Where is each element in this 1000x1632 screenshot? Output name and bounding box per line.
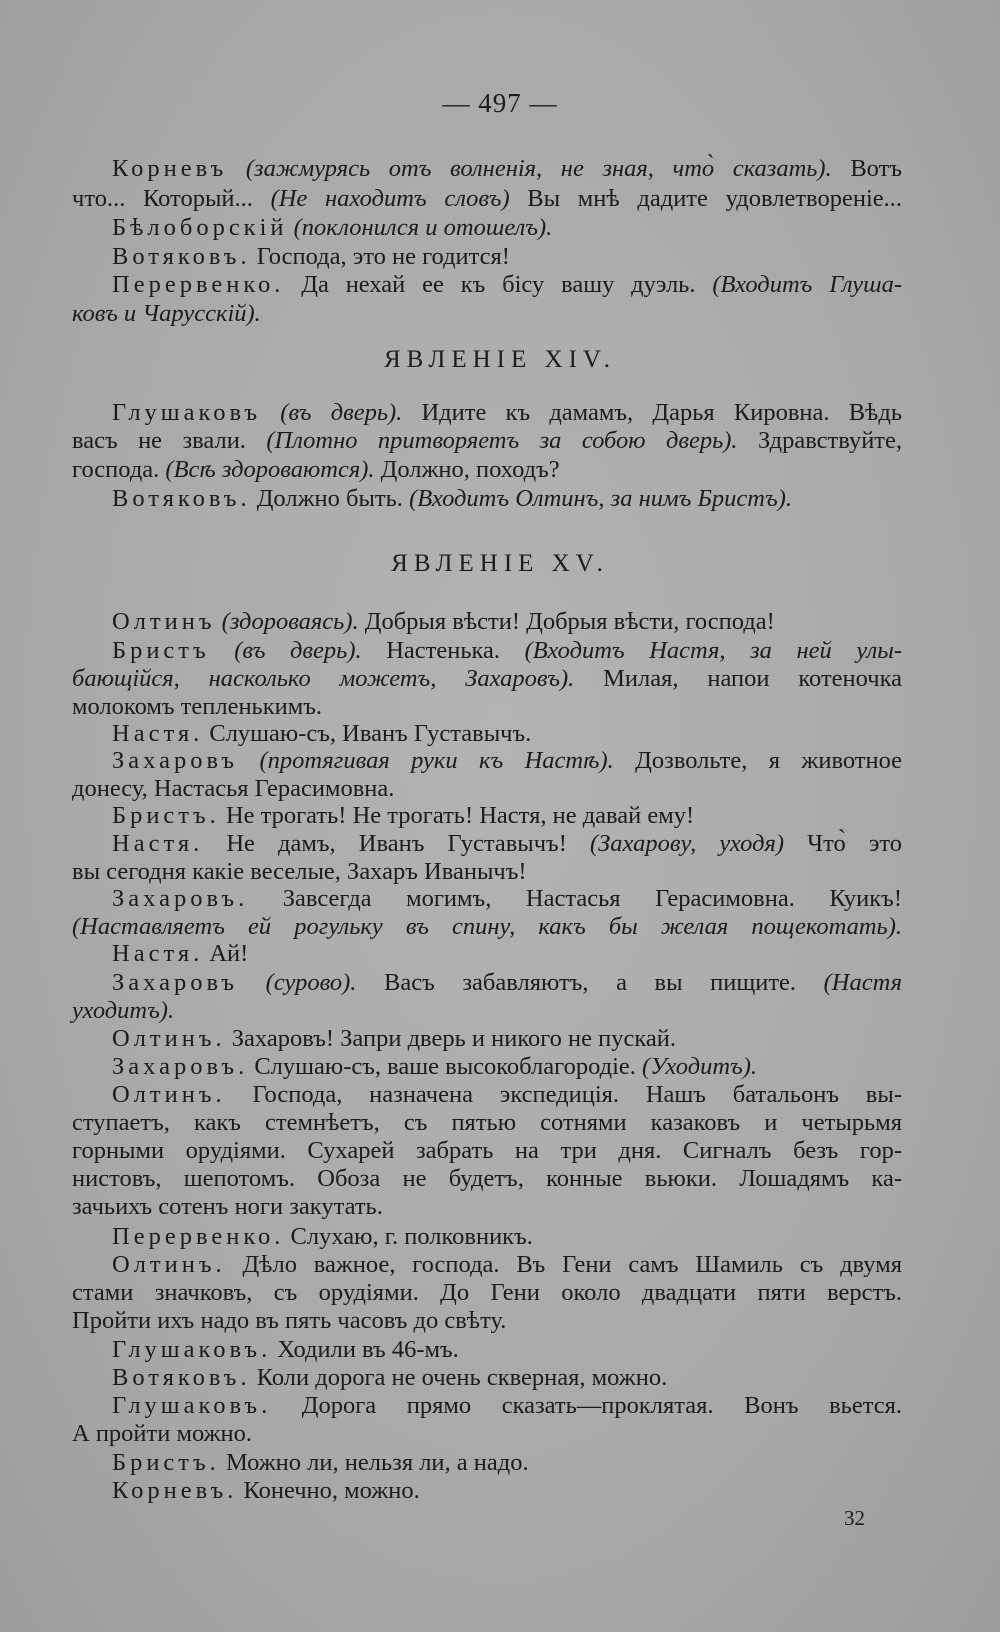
speaker-name: Глушаковъ. <box>112 1336 272 1363</box>
dialogue-text: Ходили въ 46-мъ. <box>271 1336 459 1363</box>
dialogue-text: господа. <box>72 456 166 483</box>
stage-direction: уходитъ). <box>72 997 175 1024</box>
dialogue-text: Слухаю, г. полковникъ. <box>284 1223 533 1250</box>
stage-direction: (Входитъ Настя, за ней улы- <box>524 637 903 664</box>
text-line <box>72 664 902 694</box>
dialogue-text: Милая, напои котеночка <box>574 665 902 692</box>
dialogue-text: Должно быть. <box>250 485 410 512</box>
dialogue-text: Васъ забавляютъ, а вы пищите. <box>356 969 824 996</box>
text-line <box>72 1192 902 1222</box>
speaker-name: Корневъ <box>112 155 228 182</box>
dialogue-text: Дорога прямо сказать—проклятая. Вонъ вьется. <box>271 1392 902 1419</box>
text-line <box>112 1391 902 1421</box>
text-line <box>72 692 902 722</box>
text-line <box>112 1448 902 1478</box>
dialogue-text: Коли дорога не очень скверная, можно. <box>250 1364 668 1391</box>
text-line <box>112 884 902 914</box>
stage-direction: (поклонился и отошелъ). <box>293 214 553 241</box>
text-line <box>112 829 902 859</box>
text-line <box>112 154 902 184</box>
speaker-name: Глушаковъ. <box>112 1392 272 1419</box>
text-line <box>112 1024 902 1054</box>
text-line <box>112 398 902 428</box>
dialogue-text: стами значковъ, съ орудіями. До Гени около двадцати пяти верстъ. <box>72 1279 902 1306</box>
dialogue-text: Дѣло важное, господа. Въ Гени самъ Шамиль съ двумя <box>225 1251 902 1278</box>
speaker-name: Глушаковъ <box>112 399 262 426</box>
text-line <box>112 1250 902 1280</box>
text-line <box>72 455 902 485</box>
signature-mark: 32 <box>844 1506 865 1530</box>
dialogue-text: Можно ли, нельзя ли, а надо. <box>219 1449 529 1476</box>
speaker-name: Корневъ. <box>112 1477 238 1504</box>
dialogue-text: Завсегда могимъ, Настасья Герасимовна. Куикъ! <box>248 885 902 912</box>
stage-direction: (въ дверь). <box>280 399 403 426</box>
dialogue-text: Слушаю-съ, ваше высокоблагородіе. <box>248 1053 643 1080</box>
scene-heading: ЯВЛЕНІЕ XIV. <box>384 346 616 373</box>
dialogue-text: горными орудіями. Сухарей забрать на три дня. Сигналъ безъ гор- <box>72 1137 902 1164</box>
dialogue-text: Конечно, можно. <box>237 1477 420 1504</box>
stage-direction: (Захарову, уходя) <box>590 830 785 857</box>
speaker-name: Бристъ. <box>112 1449 220 1476</box>
speaker-name: Перервенко. <box>112 271 285 298</box>
stage-direction: (протягивая руки къ Настѣ). <box>259 747 614 774</box>
text-line <box>112 1335 902 1365</box>
text-line <box>72 912 902 942</box>
speaker-name: Вотяковъ. <box>112 243 251 270</box>
dialogue-text: Да нехай ее къ бісу вашу дуэль. <box>284 271 713 298</box>
dialogue-text: Вы мнѣ дадите удовлетвореніе... <box>509 185 902 212</box>
dialogue-text: зачьихъ сотенъ ноги закутать. <box>72 1193 383 1220</box>
stage-direction: (Плотно притворяетъ за собою дверь). <box>266 427 738 454</box>
text-line <box>112 270 902 300</box>
dialogue-text: Ай! <box>203 940 249 967</box>
dialogue-text: Здравствуйте, <box>737 427 903 454</box>
stage-direction: (Не находитъ словъ) <box>270 185 510 212</box>
dialogue-text: молокомъ тепленькимъ. <box>72 693 323 720</box>
dialogue-text: Идите къ дамамъ, Дарья Кировна. Вѣдь <box>402 399 902 426</box>
text-line <box>72 426 902 456</box>
text-line <box>72 184 902 214</box>
text-line <box>112 242 902 272</box>
dialogue-text: Слушаю-съ, Иванъ Густавычъ. <box>203 720 532 747</box>
text-line <box>72 774 902 804</box>
dialogue-text: Господа, назначена экспедиція. Нашъ батальонъ вы- <box>225 1081 902 1108</box>
speaker-name: Захаровъ. <box>112 885 249 912</box>
dialogue-text: вы сегодня какіе веселые, Захаръ Иванычъ! <box>72 858 527 885</box>
text-line <box>112 1363 902 1393</box>
scene-heading: ЯВЛЕНІЕ XV. <box>391 550 609 577</box>
dialogue-text: А пройти можно. <box>72 1420 253 1447</box>
stage-direction: (въ дверь). <box>234 637 362 664</box>
dialogue-text: нистовъ, шепотомъ. Обоза не будетъ, конные вьюки. Лошадямъ ка- <box>72 1165 902 1192</box>
text-line <box>112 1080 902 1110</box>
text-line <box>72 1419 902 1449</box>
stage-direction: бающійся, насколько можетъ, Захаровъ). <box>72 665 575 692</box>
dialogue-text: Не трогать! Не трогать! Настя, не давай ему! <box>219 802 695 829</box>
speaker-name: Бристъ. <box>112 802 220 829</box>
dialogue-text: Дозвольте, я животное <box>613 747 903 774</box>
text-line <box>112 968 902 998</box>
text-line <box>112 636 902 666</box>
speaker-name: Олтинъ. <box>112 1251 226 1278</box>
speaker-name: Вотяковъ. <box>112 485 251 512</box>
stage-direction: (Настя <box>823 969 902 996</box>
text-line <box>72 996 902 1026</box>
dialogue-text: что... Который... <box>72 185 271 212</box>
stage-direction: (зажмурясь отъ волненія, не зная, что̀ сказать). <box>245 155 832 182</box>
dialogue-text: Должно, походъ? <box>374 456 560 483</box>
dialogue-text: ступаетъ, какъ стемнѣетъ, съ пятью сотнями казаковъ и четырьмя <box>72 1109 902 1136</box>
text-line <box>112 719 902 749</box>
dialogue-text: Что̀ это <box>784 830 902 857</box>
text-line <box>72 1136 902 1166</box>
stage-direction: (здороваясь). <box>221 608 359 635</box>
text-line <box>72 1164 902 1194</box>
dialogue-text: Захаровъ! Запри дверь и никого не пускай. <box>225 1025 677 1052</box>
text-line <box>112 801 902 831</box>
dialogue-text: васъ не звали. <box>72 427 267 454</box>
text-line <box>112 746 902 776</box>
speaker-name: Олтинъ. <box>112 1025 226 1052</box>
speaker-name: Олтинъ <box>112 608 216 635</box>
stage-direction: (Всѣ здороваются). <box>165 456 375 483</box>
stage-direction: (Входитъ Олтинъ, за нимъ Бристъ). <box>409 485 792 512</box>
stage-direction: ковъ и Чарусскій). <box>72 300 261 327</box>
text-line <box>112 484 902 514</box>
text-line <box>112 607 902 637</box>
speaker-name: Бѣлоборскій <box>112 214 288 241</box>
text-line <box>112 1052 902 1082</box>
text-line <box>112 1222 902 1252</box>
speaker-name: Настя. <box>112 720 204 747</box>
page-number: — 497 — <box>442 88 558 118</box>
stage-direction: (Уходитъ). <box>642 1053 758 1080</box>
stage-direction: (Наставляетъ ей рогульку въ спину, какъ бы желая пощекотать). <box>72 913 902 940</box>
text-line <box>72 299 902 329</box>
dialogue-text: Не дамъ, Иванъ Густавычъ! <box>203 830 590 857</box>
dialogue-text: Вотъ <box>831 155 902 182</box>
speaker-name: Бристъ <box>112 637 210 664</box>
dialogue-text: Добрыя вѣсти! Добрыя вѣсти, господа! <box>358 608 775 635</box>
speaker-name: Захаровъ. <box>112 1053 249 1080</box>
speaker-name: Вотяковъ. <box>112 1364 251 1391</box>
text-line <box>112 939 902 969</box>
speaker-name: Перервенко. <box>112 1223 285 1250</box>
text-line <box>72 1278 902 1308</box>
speaker-name: Олтинъ. <box>112 1081 226 1108</box>
text-line <box>72 1108 902 1138</box>
stage-direction: (Входитъ Глуша- <box>712 271 902 298</box>
speaker-name: Захаровъ <box>112 969 239 996</box>
dialogue-text: донесу, Настасья Герасимовна. <box>72 775 395 802</box>
text-line <box>72 1306 902 1336</box>
speaker-name: Настя. <box>112 830 204 857</box>
speaker-name: Настя. <box>112 940 204 967</box>
text-line <box>112 213 902 243</box>
text-line <box>112 1476 902 1506</box>
stage-direction: (сурово). <box>265 969 357 996</box>
dialogue-text: Господа, это не годится! <box>250 243 510 270</box>
dialogue-text: Пройти ихъ надо въ пять часовъ до свѣту. <box>72 1307 507 1334</box>
dialogue-text: Настенька. <box>361 637 525 664</box>
text-line <box>72 857 902 887</box>
speaker-name: Захаровъ <box>112 747 239 774</box>
